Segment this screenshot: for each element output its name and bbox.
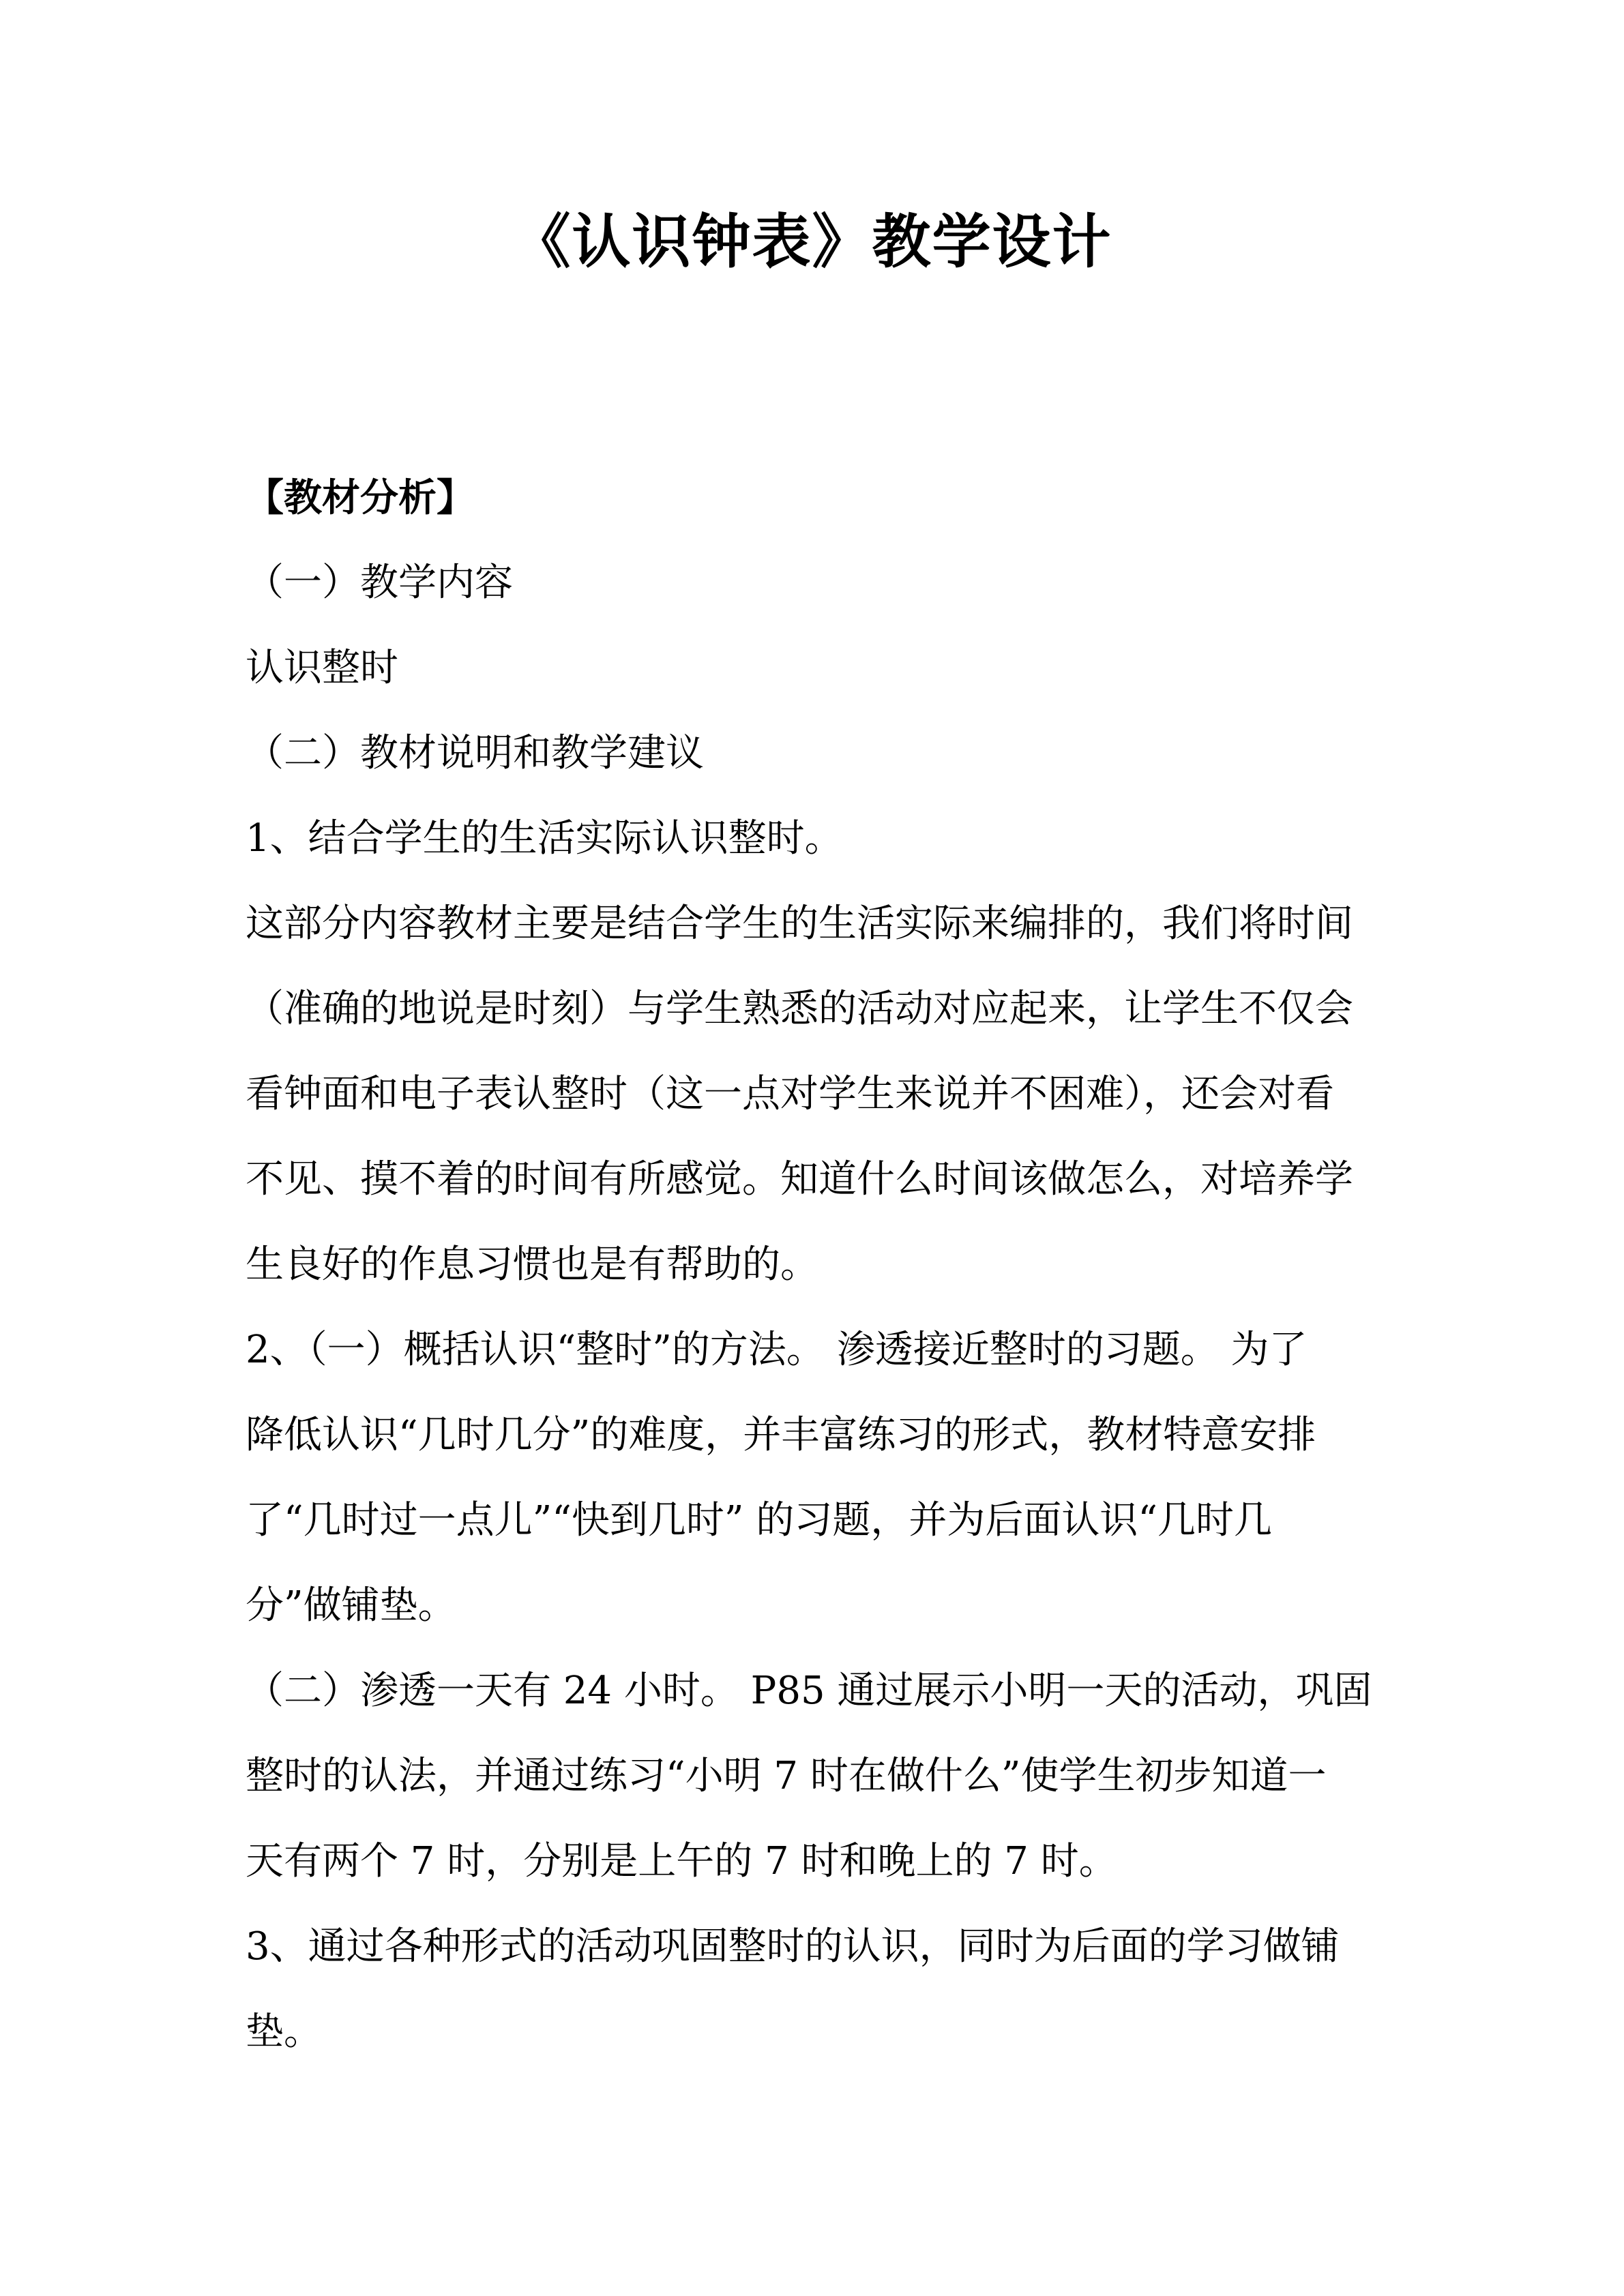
paragraph-line: 生良好的作息习惯也是有帮助的。	[246, 1242, 818, 1287]
paragraph-line: 不见、摸不着的时间有所感觉。知道什么时间该做怎么，对培养学	[246, 1157, 1353, 1202]
item-2-line: 2、（一）概括认识“整时”的方法。 渗透接近整时的习题。 为了	[246, 1328, 1308, 1372]
item-3-line: 垫。	[246, 2010, 322, 2054]
section-heading-teaching-content: （一）教学内容	[246, 561, 513, 605]
item-3-line: 3、通过各种形式的活动巩固整时的认识，同时为后面的学习做铺	[246, 1924, 1340, 1969]
paragraph-line: 看钟面和电子表认整时（这一点对学生来说并不困难），还会对看	[246, 1072, 1334, 1116]
item-2-line: 分”做铺垫。	[246, 1583, 456, 1628]
item-2b-line: （二）渗透一天有 24 小时。 P85 通过展示小明一天的活动，巩固	[246, 1669, 1372, 1713]
paragraph-line: 这部分内容教材主要是结合学生的生活实际来编排的，我们将时间	[246, 901, 1353, 946]
item-2b-line: 整时的认法，并通过练习“小明 7 时在做什么”使学生初步知道一	[246, 1754, 1327, 1798]
item-2-line: 降低认识“几时几分”的难度，并丰富练习的形式，教材特意安排	[246, 1413, 1316, 1457]
section-heading-material-notes: （二）教材说明和教学建议	[246, 731, 704, 775]
paragraph-line: （准确的地说是时刻）与学生熟悉的活动对应起来，让学生不仅会	[246, 987, 1353, 1031]
item-1-heading: 1、结合学生的生活实际认识整时。	[246, 816, 843, 861]
heading-teaching-material-analysis: 【教材分析】	[246, 475, 475, 520]
document-title: 《认识钟表》教学设计	[512, 207, 1112, 276]
item-2b-line: 天有两个 7 时，分别是上午的 7 时和晚上的 7 时。	[246, 1839, 1117, 1883]
section-body-teaching-content: 认识整时	[246, 646, 398, 690]
item-2-line: 了“几时过一点儿”“快到几时” 的习题，并为后面认识“几时几	[246, 1498, 1272, 1542]
